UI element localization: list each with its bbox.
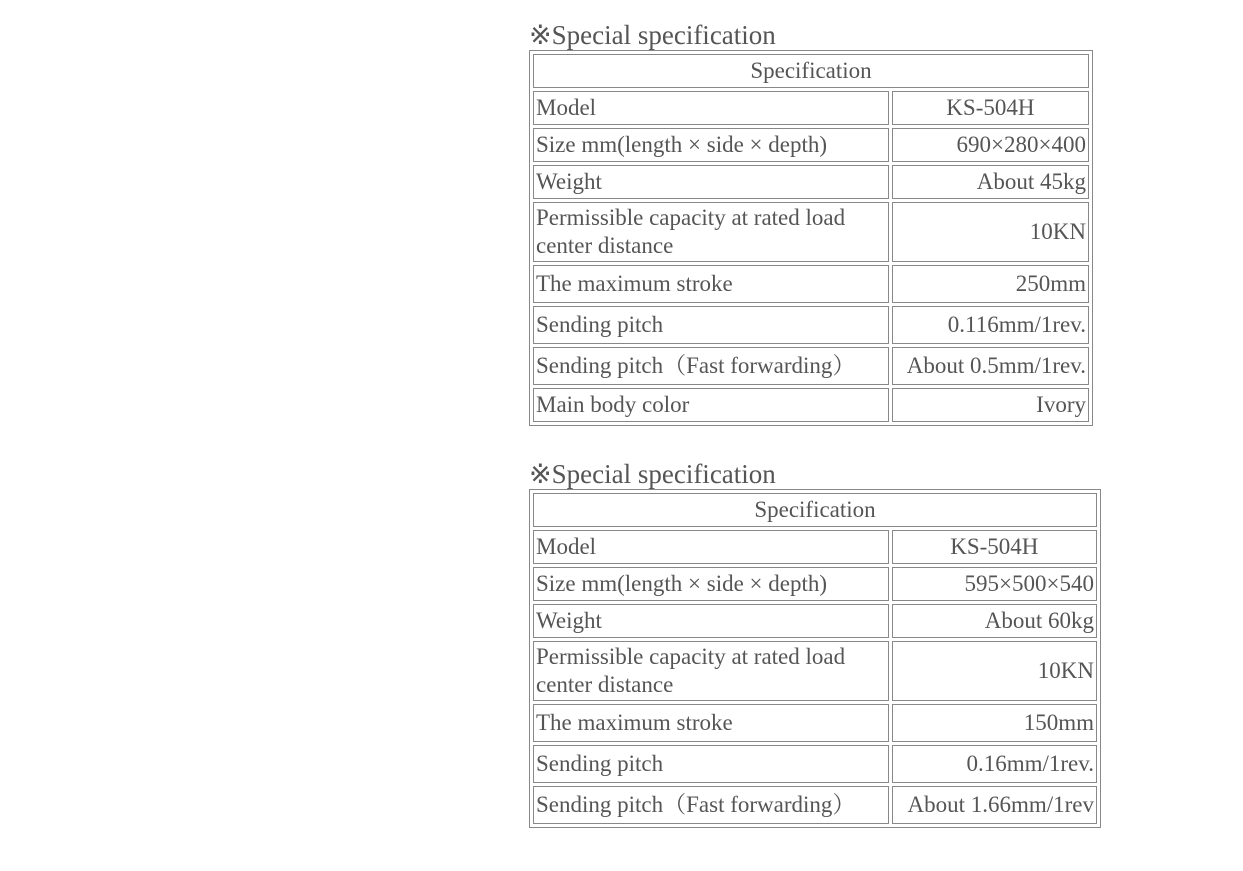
row-label: The maximum stroke	[533, 265, 889, 303]
row-label: Permissible capacity at rated load center distance	[533, 641, 889, 701]
table-row	[533, 128, 1089, 162]
table-row	[533, 786, 1097, 824]
table-header-row	[533, 54, 1089, 88]
section-title: ※Special specification	[529, 459, 776, 489]
row-value: 0.116mm/1rev.	[892, 306, 1089, 344]
table-row	[533, 641, 1097, 701]
row-label: Permissible capacity at rated load center distance	[533, 202, 889, 262]
spec-section-2	[529, 459, 1101, 828]
row-value: 10KN	[892, 641, 1097, 701]
table-row	[533, 91, 1089, 125]
row-label: Sending pitch	[533, 745, 889, 783]
spec-table	[529, 50, 1093, 426]
section-title: ※Special specification	[529, 20, 776, 50]
row-value: About 1.66mm/1rev	[892, 786, 1097, 824]
row-value: KS-504H	[892, 91, 1089, 125]
row-label: Sending pitch	[533, 306, 889, 344]
table-header: Specification	[533, 54, 1089, 88]
row-label: Size mm(length × side × depth)	[533, 567, 889, 601]
table-row	[533, 388, 1089, 422]
row-value: Ivory	[892, 388, 1089, 422]
row-label: Sending pitch（Fast forwarding）	[533, 347, 889, 385]
table-header: Specification	[533, 493, 1097, 527]
row-value: 150mm	[892, 704, 1097, 742]
table-row	[533, 604, 1097, 638]
row-value: KS-504H	[892, 530, 1097, 564]
row-label: Sending pitch（Fast forwarding）	[533, 786, 889, 824]
row-label: Main body color	[533, 388, 889, 422]
row-label: Weight	[533, 604, 889, 638]
row-value: 595×500×540	[892, 567, 1097, 601]
table-header-row	[533, 493, 1097, 527]
spec-table	[529, 489, 1101, 828]
row-value: About 45kg	[892, 165, 1089, 199]
row-label: Model	[533, 91, 889, 125]
row-label: Model	[533, 530, 889, 564]
table-row	[533, 745, 1097, 783]
row-value: 690×280×400	[892, 128, 1089, 162]
table-row	[533, 530, 1097, 564]
row-value: 10KN	[892, 202, 1089, 262]
table-row	[533, 306, 1089, 344]
table-row	[533, 202, 1089, 262]
row-label: Weight	[533, 165, 889, 199]
spec-section-1	[529, 20, 1093, 426]
table-row	[533, 567, 1097, 601]
table-row	[533, 704, 1097, 742]
row-value: About 60kg	[892, 604, 1097, 638]
row-value: 0.16mm/1rev.	[892, 745, 1097, 783]
table-row	[533, 265, 1089, 303]
row-value: 250mm	[892, 265, 1089, 303]
table-row	[533, 347, 1089, 385]
row-label: The maximum stroke	[533, 704, 889, 742]
row-value: About 0.5mm/1rev.	[892, 347, 1089, 385]
row-label: Size mm(length × side × depth)	[533, 128, 889, 162]
table-row	[533, 165, 1089, 199]
